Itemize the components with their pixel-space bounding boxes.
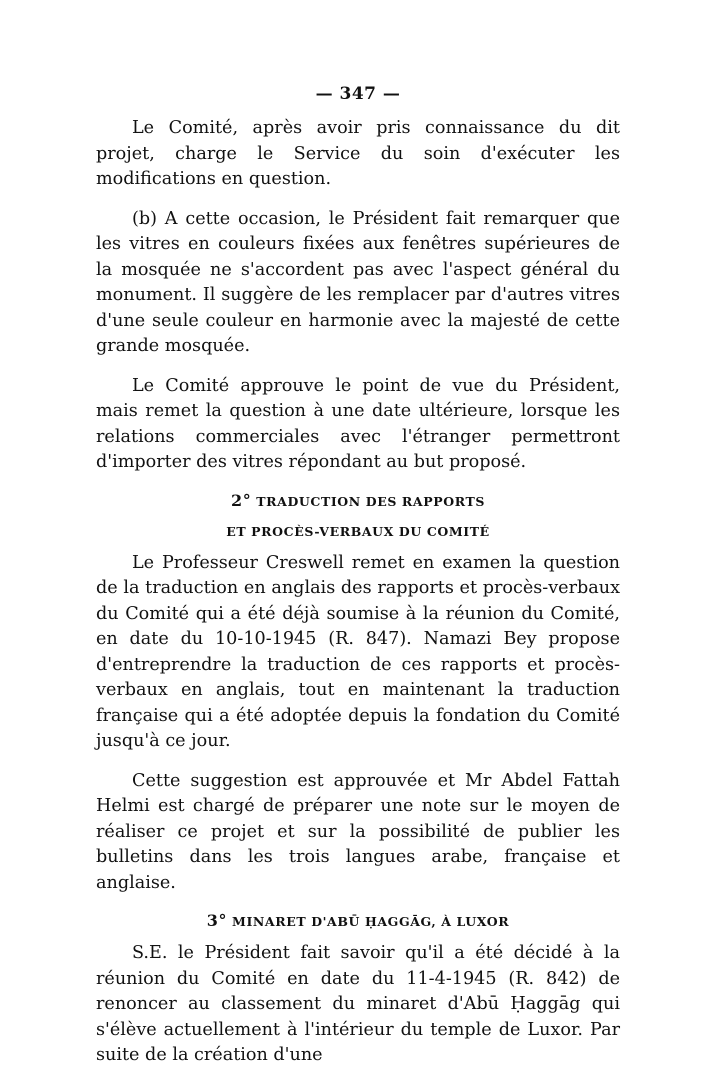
- section-heading-traduction: [96, 490, 620, 513]
- section-number-2: 2°: [230, 490, 252, 510]
- paragraph-minaret-luxor: S.E. le Président fait savoir qu'il a été décidé à la réunion du Comité en date du 11-4-1945 (R. 842) de renoncer au classement du minaret d'Abū Ḥaggāg qui s'élève actuellement à l'intérieur du temple de Luxor. Par suite de la création d'une: [96, 943, 620, 1065]
- paragraph-creswell: Le Professeur Creswell remet en examen la question de la traduction en anglais des rapports et procès-verbaux du Comité qui a été déjà soumise à la réunion du Comité, en date du 10-10-1945 (R. 847). Namazi Bey propose d'entreprendre la traduction de ces rapports et procès-verbaux en anglais, tout en maintenant la traduction française qui a été adoptée depuis la fondation du Comité jusqu'à ce jour.: [96, 552, 620, 751]
- section-heading-traduction-cont: [96, 521, 620, 543]
- section-title-line-2: ET PROCÈS-VERBAUX DU COMITÉ: [226, 523, 490, 539]
- page-number: — 347 —: [315, 84, 401, 104]
- section-title-line-1: TRADUCTION DES RAPPORTS: [256, 493, 485, 509]
- section-title-minaret: MINARET D'ABŪ ḤAGGĀG, À LUXOR: [232, 914, 510, 929]
- paragraph-suggestion-approuvee: Cette suggestion est approuvée et Mr Abdel Fattah Helmi est chargé de préparer une note sur le moyen de réaliser ce projet et sur la possibilité de publier les bulletins dans les trois langues arabe, française et anglaise.: [96, 770, 620, 893]
- paragraph-comite-approuve: Le Comité approuve le point de vue du Président, mais remet la question à une date ultérieure, lorsque les relations commerciales avec l'étranger permettront d'importer des vitres répondant au but proposé.: [96, 375, 620, 472]
- paragraph-vitres-couleurs: (b) A cette occasion, le Président fait remarquer que les vitres en couleurs fixées aux fenêtres supérieures de la mosquée ne s'accordent pas avec l'aspect général du monument. Il suggère de les remplacer par d'autres vitres d'une seule couleur en harmonie avec la majesté de cette grande mosquée.: [96, 208, 620, 356]
- section-heading-minaret: [96, 910, 620, 933]
- paragraph-comite-projet: Le Comité, après avoir pris connaissance du dit projet, charge le Service du soin d'exécuter les modifications en question.: [96, 118, 620, 189]
- document-page: [96, 84, 620, 1083]
- section-number-3: 3°: [206, 911, 228, 930]
